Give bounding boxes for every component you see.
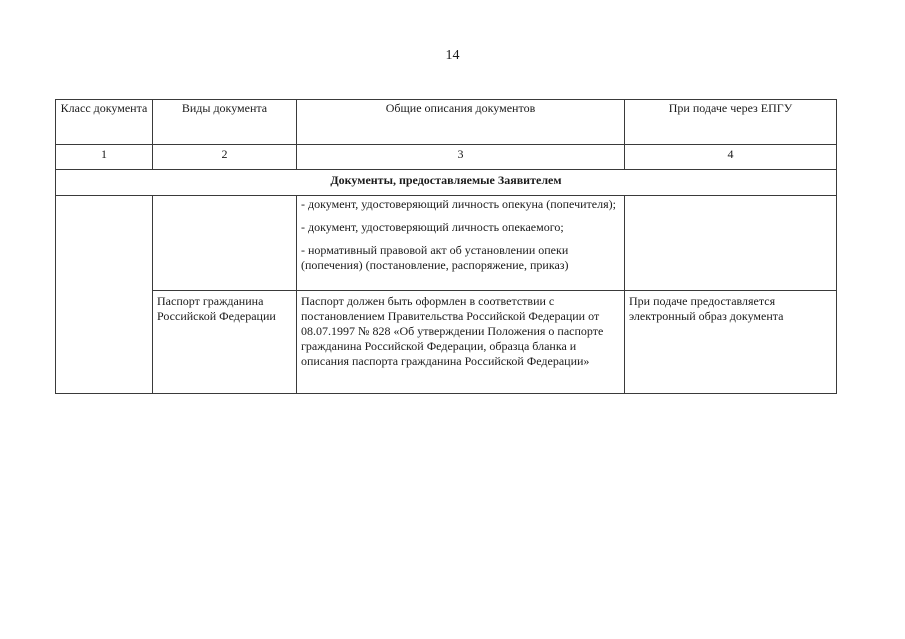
description-paragraph: - нормативный правовой акт об установлении опеки (попечения) (постановление, распоряжение, приказ) [301, 243, 569, 272]
cell-document-description [297, 291, 625, 394]
header-document-descriptions: Общие описания документов [297, 100, 625, 145]
table-row [56, 196, 837, 291]
description-paragraph: - документ, удостоверяющий личность опекаемого; [301, 220, 564, 234]
section-row [56, 170, 837, 196]
table-header-row [56, 100, 837, 145]
description-paragraph: - документ, удостоверяющий личность опекуна (попечителя); [301, 197, 616, 211]
cell-document-kind [153, 196, 297, 291]
column-number: 2 [153, 145, 297, 170]
cell-document-description [297, 196, 625, 291]
column-number: 1 [56, 145, 153, 170]
table-row [56, 291, 837, 394]
column-numbers-row [56, 145, 837, 170]
cell-document-class [56, 196, 153, 394]
column-number: 3 [297, 145, 625, 170]
documents-table [55, 99, 837, 394]
cell-epgu: При подаче предоставляется электронный образ документа [625, 291, 837, 394]
cell-document-kind: Паспорт гражданина Российской Федерации [153, 291, 297, 394]
header-epgu-submission: При подаче через ЕПГУ [625, 100, 837, 145]
page-number: 14 [445, 48, 460, 63]
description-paragraph: Паспорт должен быть оформлен в соответствии с постановлением Правительства Российской Федерации от 08.07.1997 № 828 «Об утверждении Положения о паспорте гражданина Российской Федерации, образца бланка и описания паспорта гражданина Российской Федерации» [301, 294, 604, 368]
section-title: Документы, предоставляемые Заявителем [56, 170, 837, 196]
header-document-kinds: Виды документа [153, 100, 297, 145]
column-number: 4 [625, 145, 837, 170]
header-document-class: Класс документа [56, 100, 153, 145]
cell-epgu [625, 196, 837, 291]
